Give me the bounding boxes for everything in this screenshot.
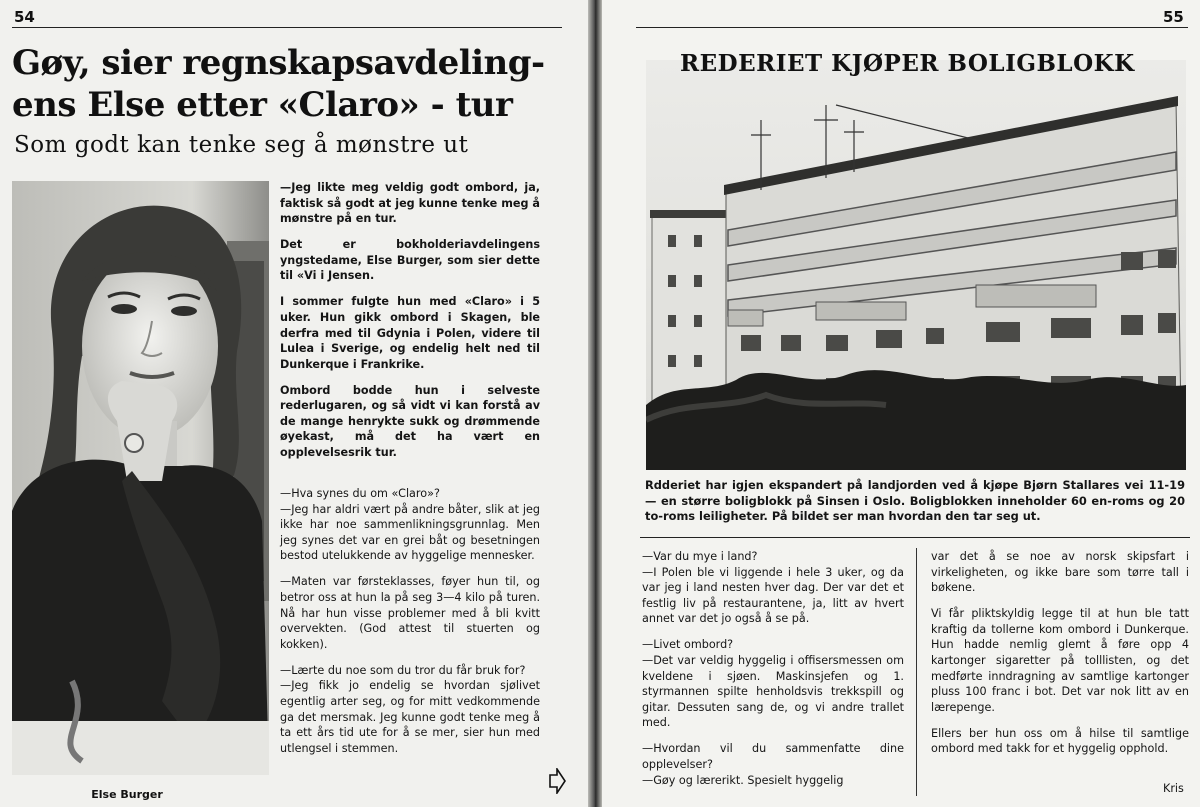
- column-divider: [916, 548, 917, 796]
- article-subheadline: Som godt kan tenke seg å mønstre ut: [14, 132, 469, 158]
- headline-line-2: ens Else etter «Claro» - tur: [12, 85, 513, 125]
- paragraph: Ellers ber hun oss om å hilse til samtlige ombord med takk for et hyggelig opphold.: [931, 726, 1189, 756]
- question: —Hvordan vil du sammenfatte dine opplevelser?: [642, 742, 904, 771]
- answer: —Det var veldig hyggelig i offisersmessen om kveldene i sjøen. Maskinsjefen og 1. styrmannen spilte henholdsvis trekkspill og gitar. Dessuten sang de, og vi andre trallet med.: [642, 653, 904, 730]
- paragraph: Vi får pliktskyldig legge til at hun ble tatt kraftig da tollerne kom ombord i Dunkerque. Hun hadde nemlig glemt å føre opp 4 kartonger sigaretter på tolllisten, og det medførte inndragning av samtlige kartonger pluss 100 franc i bot. Det var nok litt av en lærepenge.: [931, 607, 1189, 714]
- headline-line-1: Gøy, sier regnskapsavdeling-: [12, 43, 545, 83]
- question: —Var du mye i land?: [642, 550, 758, 563]
- page-number-left: 54: [14, 8, 35, 26]
- answer: —Jeg har aldri vært på andre båter, slik at jeg ikke har noe sammenlikningsgrunnlag. Men jeg synes det var en grei båt og besetningen bestod utelukkende av hyggelige mennesker.: [280, 502, 540, 563]
- paragraph: var det å se noe av norsk skipsfart i virkeligheten, og ikke bare som tørre tall i bøkene.: [931, 550, 1189, 595]
- intro-column: [280, 180, 540, 471]
- author-signature: Kris: [1163, 782, 1184, 795]
- portrait-photo: [12, 181, 269, 775]
- page-number-right: 55: [1163, 8, 1184, 26]
- intro-paragraph: —Jeg likte meg veldig godt ombord, ja, faktisk så godt at jeg kunne tenke meg å mønstre på en tur.: [280, 181, 540, 226]
- top-rule-left: [12, 27, 562, 28]
- building-photo-caption: Rdderiet har igjen ekspandert på landjorden ved å kjøpe Bjørn Stallares vei 11-19 — en større boligblokk på Sinsen i Oslo. Boligblokken inneholder 60 en-roms og 20 to-roms leiligheter. På bildet ser man hvordan den tar seg ut.: [645, 478, 1185, 523]
- top-rule-right: [636, 27, 1188, 28]
- intro-paragraph: I sommer fulgte hun med «Claro» i 5 uker. Hun gikk ombord i Skagen, ble derfra med til Gdynia i Polen, videre til Lulea i Sverige, og endelig helt ned til Dunkerque i Frankrike.: [280, 295, 540, 371]
- caption-rule: [640, 537, 1190, 538]
- interview-column-left: [280, 486, 540, 767]
- answer: —Gøy og lærerikt. Spesielt hyggelig: [642, 773, 844, 787]
- interview-column-right-2: [931, 549, 1189, 767]
- apartment-building-photo: [646, 60, 1186, 470]
- answer: —Maten var førsteklasses, føyer hun til, og betror oss at hun la på seg 3—4 kilo på turen. Nå har hun visse problemer med å bli kvitt overvekten. (God attest til stuerten og kokken).: [280, 575, 540, 651]
- article-headline: [12, 42, 572, 126]
- building-illustration: [646, 60, 1186, 470]
- book-gutter: [588, 0, 602, 807]
- answer: —I Polen ble vi liggende i hele 3 uker, og da var jeg i land nesten hver dag. Der var det et festlig liv på restaurantene, ja, litt av hvert annet var det jo også å se på.: [642, 565, 904, 626]
- portrait-illustration: [12, 181, 269, 775]
- answer: —Jeg fikk jo endelig se hvordan sjølivet egentlig arter seg, og for mitt vedkommende ga det mersmak. Jeg kunne godt tenke meg å ta ett års tid ute for å se mer, sier hun med utlengsel i stemmen.: [280, 679, 540, 755]
- question: —Lærte du noe som du tror du får bruk for?: [280, 663, 526, 677]
- question: —Hva synes du om «Claro»?: [280, 487, 440, 500]
- left-page: [0, 0, 588, 807]
- interview-column-right-1: [642, 549, 904, 788]
- intro-paragraph: Det er bokholderiavdelingens yngstedame, Else Burger, som sier dette til «Vi i Jensen.: [280, 238, 540, 283]
- question: —Livet ombord?: [642, 638, 734, 652]
- portrait-caption: Else Burger: [91, 788, 163, 801]
- article-title-right: REDERIET KJØPER BOLIGBLOKK: [680, 50, 1135, 77]
- continue-arrow-icon: [548, 768, 566, 794]
- intro-paragraph: Ombord bodde hun i selveste rederlugaren, og så vidt vi kan forstå av de mange henrykte sukk og drømmende øyekast, må det ha vært en opplevelsesrik tur.: [280, 383, 540, 460]
